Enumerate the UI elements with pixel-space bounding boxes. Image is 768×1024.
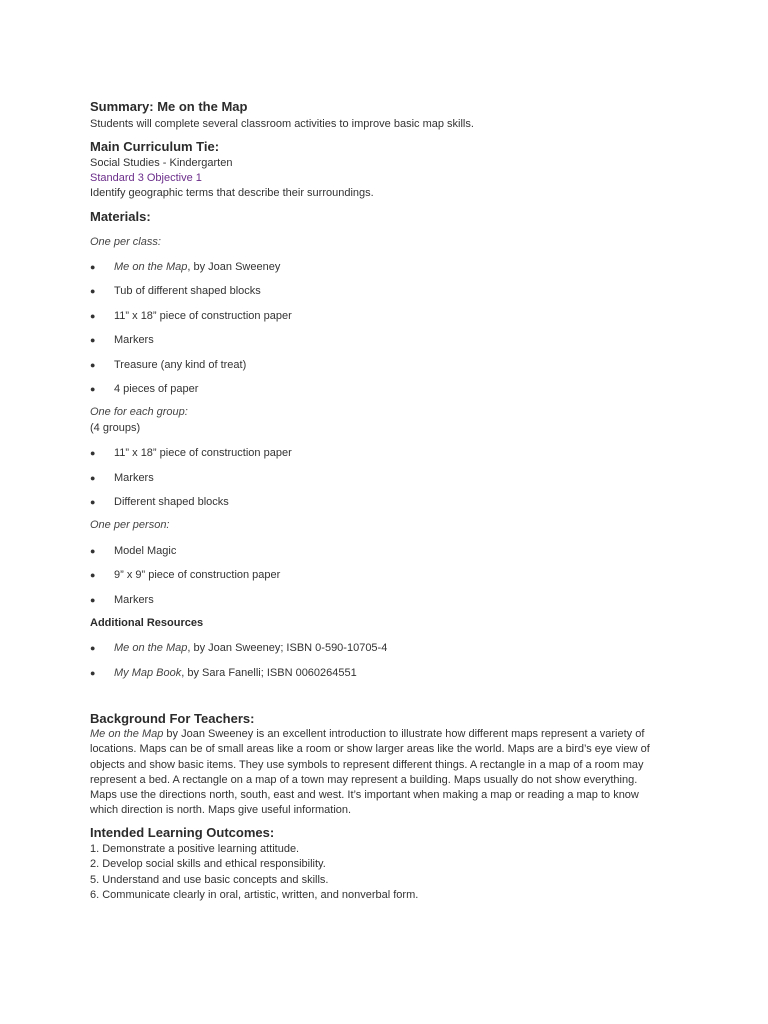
list-item-text: 4 pieces of paper: [114, 383, 199, 395]
list-item-text: Model Magic: [114, 545, 177, 557]
bullet-icon: ●: [90, 473, 96, 483]
paragraph-line: objects and show basic items. They use symbols to represent different things. A rectangle in a map of a room may: [90, 758, 644, 771]
outcome-item: 2. Develop social skills and ethical responsibility.: [90, 858, 326, 871]
bullet-icon: ●: [90, 668, 96, 678]
list-item-text: 11” x 18” piece of construction paper: [114, 310, 292, 322]
bullet-icon: ●: [90, 643, 96, 653]
background-paragraph: [90, 727, 670, 819]
standard-link[interactable]: Standard 3 Objective 1: [90, 172, 202, 184]
curriculum-heading: Main Curriculum Tie:: [90, 139, 220, 154]
bullet-icon: ●: [90, 570, 96, 580]
bullet-icon: ●: [90, 546, 96, 556]
list-item-text: Markers: [114, 334, 154, 346]
list-item-text: 9” x 9” piece of construction paper: [114, 569, 281, 581]
list-item-text: 11” x 18” piece of construction paper: [114, 447, 292, 459]
materials-heading: Materials:: [90, 209, 151, 224]
paragraph-line: locations. Maps can be of small areas like a room or show larger areas like the world. Maps are a bird’s eye view of: [90, 743, 650, 756]
bullet-icon: ●: [90, 311, 96, 321]
list-item-text: , by Joan Sweeney; ISBN 0-590-10705-4: [187, 642, 388, 654]
bullet-icon: ●: [90, 497, 96, 507]
book-title: Me on the Map: [90, 728, 164, 740]
list-item-text: , by Sara Fanelli; ISBN 0060264551: [181, 667, 357, 679]
bullet-icon: ●: [90, 262, 96, 272]
paragraph-line: by Joan Sweeney is an excellent introduction to illustrate how different maps represent a variety of: [163, 728, 645, 740]
outcomes-heading: Intended Learning Outcomes:: [90, 825, 275, 840]
curriculum-subject: Social Studies - Kindergarten: [90, 157, 233, 169]
curriculum-objective: Identify geographic terms that describe their surroundings.: [90, 187, 374, 199]
paragraph-line: represent a bed. A rectangle on a map of a town may represent a building. Maps usually do not show everything.: [90, 773, 638, 786]
background-heading: Background For Teachers:: [90, 711, 255, 726]
group-label: One for each group:: [90, 406, 188, 418]
paragraph-line: which direction is north. Maps give useful information.: [90, 804, 352, 817]
book-title: My Map Book: [114, 667, 182, 679]
bullet-icon: ●: [90, 595, 96, 605]
outcomes-list: [90, 842, 670, 903]
summary-text: Students will complete several classroom activities to improve basic map skills.: [90, 118, 474, 130]
resources-heading: Additional Resources: [90, 617, 204, 629]
bullet-icon: ●: [90, 448, 96, 458]
outcome-item: 1. Demonstrate a positive learning attitude.: [90, 843, 300, 855]
group-note: (4 groups): [90, 422, 141, 434]
list-item-text: Markers: [114, 472, 154, 484]
list-item-text: Different shaped blocks: [114, 496, 229, 508]
bullet-icon: ●: [90, 286, 96, 296]
paragraph-line: Maps use the directions north, south, east and west. It’s important when making a map or reading a map to know: [90, 789, 639, 802]
summary-heading: Summary: Me on the Map: [90, 99, 248, 114]
list-item-text: Tub of different shaped blocks: [114, 285, 261, 297]
book-title: Me on the Map: [114, 642, 188, 654]
book-title: Me on the Map: [114, 261, 188, 273]
bullet-icon: ●: [90, 360, 96, 370]
bullet-icon: ●: [90, 335, 96, 345]
person-label: One per person:: [90, 519, 170, 531]
list-item-text: Treasure (any kind of treat): [114, 359, 247, 371]
outcome-item: 5. Understand and use basic concepts and skills.: [90, 873, 329, 886]
class-label: One per class:: [90, 236, 161, 248]
outcome-item: 6. Communicate clearly in oral, artistic, written, and nonverbal form.: [90, 888, 419, 901]
list-item-text: Markers: [114, 594, 154, 606]
list-item-text: , by Joan Sweeney: [187, 261, 281, 273]
bullet-icon: ●: [90, 384, 96, 394]
